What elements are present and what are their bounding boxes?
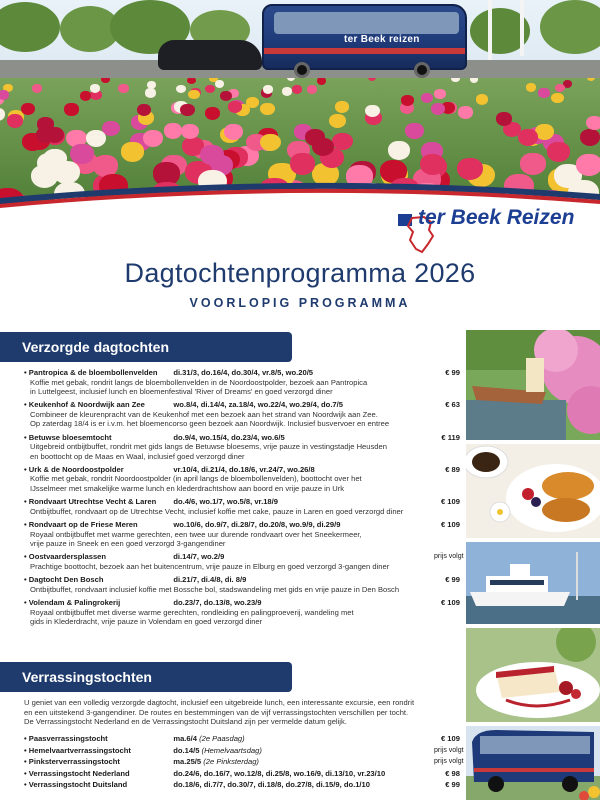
list-item — [24, 368, 460, 396]
trip-price: € 99 — [445, 368, 460, 377]
list-item — [24, 497, 460, 516]
list-item — [24, 433, 460, 461]
trip-description: Combineer de kleurenpracht van de Keukenhof met een bezoek aan het strand van Noordwijk aan Zee. — [30, 409, 378, 419]
verrassingstochten-list — [24, 734, 464, 792]
trip-dates-text: do.14/5 — [173, 745, 200, 755]
trip-name: • Volendam & Palingrokerij — [24, 598, 173, 608]
trip-name: • Hemelvaartverrassingstocht — [24, 746, 173, 756]
list-item — [24, 520, 460, 548]
trip-dates — [173, 734, 434, 744]
photo-boat-flowers — [466, 330, 600, 440]
trip-name: • Verrassingstocht Nederland — [24, 769, 173, 779]
section-header-verrassingstochten: Verrassingstochten — [0, 662, 292, 692]
trip-dates — [173, 368, 434, 378]
intro-line: U geniet van een volledig verzorgde dagtocht, inclusief een uitgebreide lunch, een interessante excursie, een rondrit — [24, 698, 415, 707]
tulip — [32, 84, 42, 93]
list-item — [24, 780, 460, 790]
trip-dates — [173, 520, 434, 530]
trip-dates-text: do.4/6, wo.1/7, wo.5/8, vr.18/9 — [173, 497, 278, 507]
trip-dates-text: do.9/4, wo.15/4, do.23/4, wo.6/5 — [173, 432, 285, 442]
tulip — [586, 116, 600, 130]
trip-dates — [173, 769, 434, 779]
trip-dates-text: vr.10/4, di.21/4, do.18/6, vr.24/7, wo.26/8 — [173, 464, 315, 474]
list-item — [24, 575, 460, 594]
trip-price: prijs volgt — [434, 758, 464, 765]
entry-line — [24, 465, 460, 475]
trip-dates — [173, 497, 434, 507]
tulip — [180, 104, 194, 116]
trip-price: € 109 — [440, 734, 460, 743]
trip-dates — [173, 575, 434, 585]
trip-name: • Dagtocht Den Bosch — [24, 575, 173, 585]
tulip — [431, 103, 445, 115]
entry-line — [24, 552, 464, 562]
trip-description: Koffie met gebak, rondrit langs de bloembollenvelden in de Noordoostpolder, bezoek aan Pantropica — [30, 377, 368, 387]
entry-line — [24, 757, 464, 767]
trip-note: (2e Paasdag) — [196, 734, 245, 743]
photo-breakfast — [466, 444, 600, 538]
trip-dates-text: di.14/7, wo.2/9 — [173, 552, 225, 562]
trip-name: • Oostvaardersplassen — [24, 552, 173, 562]
tulip — [434, 89, 445, 99]
trip-dates-text: do.24/6, do.16/7, wo.12/8, di.25/8, wo.16/9, di.13/10, vr.23/10 — [173, 768, 386, 778]
tulip — [307, 85, 317, 94]
bus-brand-text: ter Beek reizen — [344, 34, 420, 45]
trip-note: (Hemelvaartsdag) — [199, 745, 262, 755]
trip-description: Royaal ontbijtbuffet met warme gerechten, een twee uur durende rondvaart over het Sneekermeer, — [30, 529, 362, 539]
trip-dates — [173, 598, 434, 608]
trip-price: prijs volgt — [434, 746, 464, 754]
photo-dessert — [466, 628, 600, 722]
trip-name: • Rondvaart op de Friese Meren — [24, 520, 173, 530]
trip-price: € 109 — [440, 497, 460, 507]
trip-description: Uitgebreid ontbijtbuffet, rondrit met gids langs de Betuwse bloesems, vrije pauze in vestingstadje Heusden — [30, 442, 387, 452]
trip-dates — [173, 433, 434, 443]
trip-price: € 63 — [445, 400, 460, 410]
list-item — [24, 598, 460, 626]
tulip — [224, 124, 243, 140]
entry-line — [24, 769, 460, 779]
trip-name: • Betuwse bloesemtocht — [24, 433, 173, 443]
tulip — [290, 153, 315, 174]
tulip — [228, 101, 242, 113]
intro-line: en een uitstekend 3-gangendiner. De routes en bestemmingen van de vijf verrassingstochten verschillen per tocht. — [24, 707, 409, 717]
entry-line — [24, 520, 460, 530]
list-item — [24, 757, 464, 767]
list-item — [24, 734, 460, 744]
verrassingstochten-intro — [24, 698, 464, 727]
trip-dates — [173, 400, 434, 410]
coach-bus — [262, 4, 467, 70]
trip-name: • Paasverrassingstocht — [24, 734, 173, 744]
page-title: Dagtochtenprogramma 2026 — [124, 258, 476, 288]
trip-dates — [173, 757, 434, 767]
tulip — [292, 85, 302, 94]
trip-dates-text: di.31/3, do.16/4, do.30/4, vr.8/5, wo.20/5 — [173, 368, 314, 377]
tulip — [7, 114, 24, 128]
trip-dates — [173, 780, 434, 790]
tulip — [388, 141, 410, 160]
tulip — [547, 142, 570, 161]
tulip — [365, 105, 380, 117]
tulip — [421, 93, 433, 103]
trip-price: € 109 — [440, 520, 460, 530]
tulip — [200, 145, 223, 165]
trip-name: • Rondvaart Utrechtse Vecht & Laren — [24, 497, 173, 507]
tulip — [520, 153, 545, 174]
trip-price: € 119 — [441, 432, 460, 442]
tulip — [551, 93, 563, 103]
list-item — [24, 552, 464, 571]
trip-name: • Urk & de Noordoostpolder — [24, 465, 173, 475]
page-subtitle: VOORLOPIG PROGRAMMA — [189, 296, 411, 310]
tulip — [496, 112, 512, 126]
entry-line — [24, 368, 460, 378]
list-item — [24, 465, 460, 493]
trip-price: € 98 — [445, 768, 460, 778]
trip-description: in Luttelgeest, inclusief lunch en bloemenfestival 'River of Dreams' en goed verzorgd diner — [30, 386, 333, 396]
tulip — [64, 103, 78, 115]
entry-line — [24, 400, 460, 410]
tulip — [526, 83, 536, 92]
tulip — [401, 95, 414, 106]
trip-dates-text: ma.6/4 — [173, 734, 197, 743]
trip-description: en boottocht op de Maas en Waal, inclusief goed verzorgd diner — [30, 451, 245, 461]
tulip — [220, 91, 232, 101]
trip-description: IJsselmeer met smakelijke warme lunch en klederdrachtshow aan boord en vrije pauze in Urk — [30, 483, 345, 493]
entry-line — [24, 433, 460, 443]
tulip — [145, 88, 156, 97]
list-item — [24, 769, 460, 779]
tulip — [476, 94, 488, 105]
tulip — [70, 144, 93, 164]
tulip — [118, 84, 128, 93]
tulip — [263, 85, 273, 94]
entry-line — [24, 598, 460, 608]
trip-description: Ontbijtbuffet, rondvaart inclusief koffie met Bossche bol, stadswandeling met gids en vrije pauze in Den Bosch — [30, 584, 400, 594]
brand-logo — [398, 202, 584, 258]
intro-line: De Verrassingstocht Nederland en de Verrassingstocht Duitsland zijn per vermelde datum gelijk. — [24, 717, 347, 727]
tulip — [335, 101, 349, 113]
trip-dates-text: di.21/7, di.4/8, di. 8/9 — [173, 575, 247, 585]
trip-price: € 89 — [445, 464, 460, 474]
tulip — [137, 104, 151, 116]
trip-note: (2e Pinksterdag) — [201, 757, 259, 766]
verzorgde-dagtochten-list — [24, 368, 464, 631]
trip-dates — [173, 552, 434, 562]
entry-line — [24, 575, 460, 585]
trip-dates-text: wo.8/4, di.14/4, za.18/4, wo.22/4, wo.29/4, do.7/5 — [173, 400, 343, 410]
trip-dates-text: do.23/7, do.13/8, wo.23/9 — [173, 598, 262, 608]
tulip — [576, 154, 600, 176]
trip-description: Op zaterdag 18/4 is er i.v.m. het bloemencorso geen bezoek aan Noordwijk. Inclusief busvervoer en entree — [30, 419, 390, 429]
tulip — [538, 88, 549, 97]
logo-text: ter Beek Reizen — [418, 206, 575, 229]
trip-name: • Verrassingstocht Duitsland — [24, 780, 173, 790]
trip-price: prijs volgt — [434, 553, 464, 561]
entry-line — [24, 780, 460, 790]
trip-description: Royaal ontbijtbuffet met diverse warme gerechten, rondleiding en palingproeverij, wandeling met — [30, 607, 354, 617]
section-header-verzorgde-dagtochten: Verzorgde dagtochten — [0, 332, 292, 362]
trip-price: € 99 — [445, 575, 460, 585]
car — [158, 40, 262, 70]
tulip — [121, 142, 144, 161]
list-item — [24, 745, 464, 756]
tulip — [458, 106, 473, 119]
list-item — [24, 400, 460, 428]
trip-dates-text: wo.10/6, do.9/7, di.28/7, do.20/8, wo.9/9, di.29/9 — [173, 520, 341, 530]
tulip — [90, 84, 100, 93]
trip-description: vrije pauze in Sneek en een goed verzorgd 3-gangendiner — [30, 539, 226, 549]
trip-name: • Pinksterverrassingstocht — [24, 757, 173, 767]
trip-dates — [173, 465, 434, 475]
trip-description: Ontbijtbuffet, rondvaart op de Utrechtse Vecht, inclusief koffie met cake, pauze in Laren en goed verzorgd diner — [30, 506, 404, 516]
trip-name: • Pantropica & de bloembollenvelden — [24, 368, 173, 378]
trip-price: € 99 — [445, 780, 460, 789]
trip-price: € 109 — [440, 598, 460, 608]
trip-dates-text: do.18/6, di.7/7, do.30/7, di.18/8, do.27/8, di.15/9, do.1/10 — [173, 780, 370, 789]
entry-line — [24, 497, 460, 507]
trip-description: Prachtige boottocht, bezoek aan het buitencentrum, vrije pauze in Elburg en goed verzorgd 3-gangen diner — [30, 561, 390, 571]
trip-description: Koffie met gebak, rondrit Noordoostpolder (in april langs de bloembollenvelden), boottocht over het — [30, 474, 362, 484]
trip-description: gids in Klederdracht, vrije pauze in Volendam en goed verzorgd diner — [30, 617, 263, 627]
photo-boat-harbour — [466, 542, 600, 624]
trip-dates-text: ma.25/5 — [173, 757, 202, 766]
tulip — [86, 130, 106, 147]
tulip — [580, 129, 600, 146]
trip-dates — [173, 746, 434, 756]
photo-coach-bus — [466, 726, 600, 800]
entry-line — [24, 734, 460, 744]
entry-line — [24, 745, 464, 756]
trip-name: • Keukenhof & Noordwijk aan Zee — [24, 400, 173, 410]
